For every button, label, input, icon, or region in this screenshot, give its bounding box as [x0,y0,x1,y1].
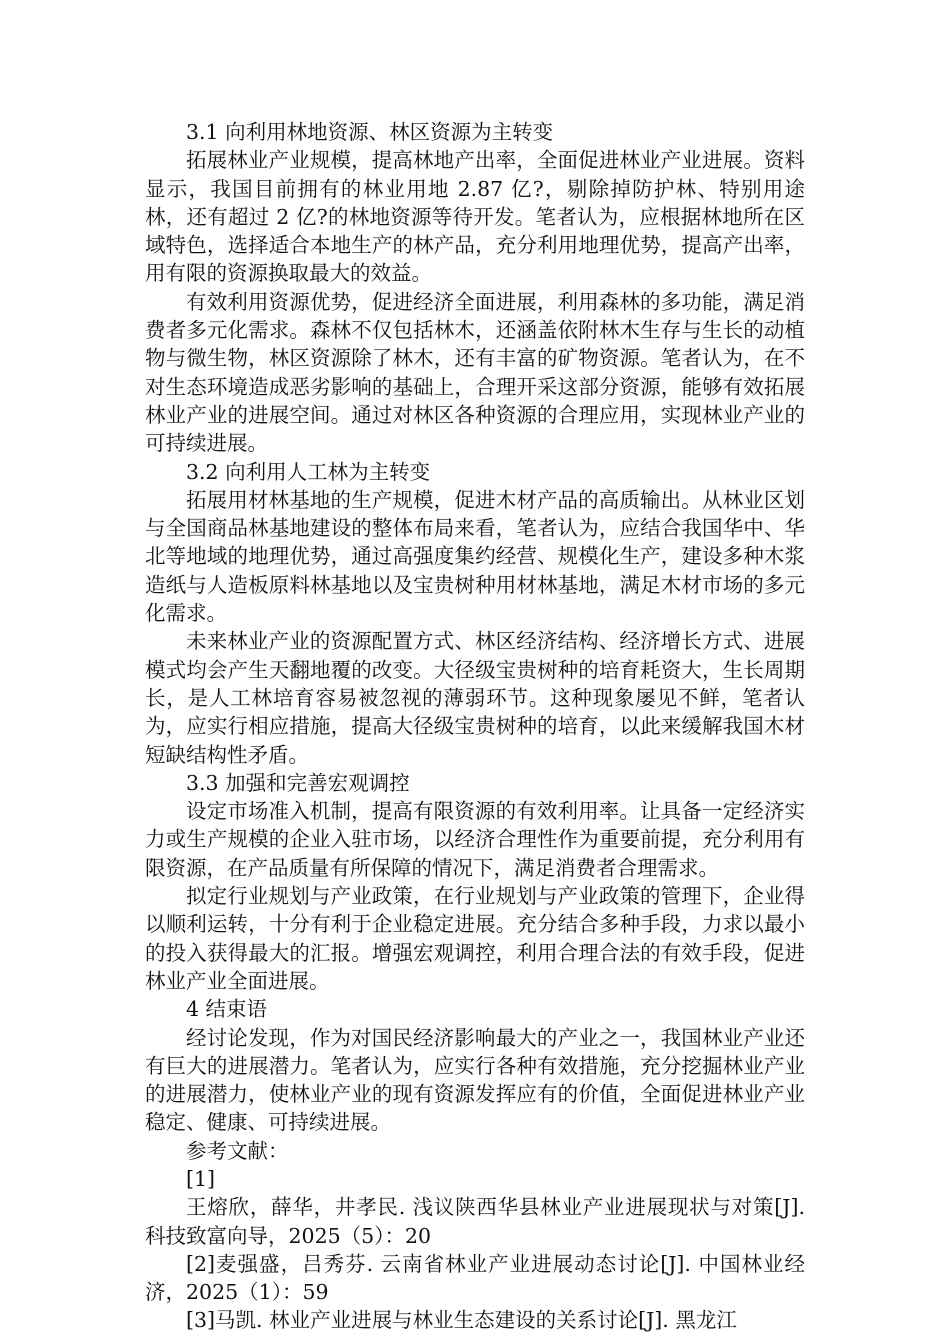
reference-item: 王熔欣，薛华，井孝民. 浅议陕西华县林业产业进展现状与对策[J]. 科技致富向导，2025（5）：20 [145,1195,805,1248]
section-heading-3-1: 3.1 向利用林地资源、林区资源为主转变 [186,120,554,144]
paragraph: 经讨论发现，作为对国民经济影响最大的产业之一，我国林业产业还有巨大的进展潜力。笔者认为，应实行各种有效措施，充分挖掘林业产业的进展潜力，使林业产业的现有资源发挥应有的价值，全面促进林业产业稳定、健康、可持续进展。 [145,1025,805,1135]
references-heading: 参考文献： [186,1138,289,1163]
document-body [145,118,805,1335]
section-heading-3-2: 3.2 向利用人工林为主转变 [186,459,431,484]
paragraph: 拟定行业规划与产业政策，在行业规划与产业政策的管理下，企业得以顺利运转，十分有利于企业稳定进展。充分结合多种手段，力求以最小的投入获得最大的汇报。增强宏观调控，利用合理合法的有效手段，促进林业产业全面进展。 [145,884,805,993]
paragraph: 有效利用资源优势，促进经济全面进展，利用森林的多功能，满足消费者多元化需求。森林不仅包括林木，还涵盖依附林木生存与生长的动植物与微生物，林区资源除了林木，还有丰富的矿物资源。笔者认为，在不对生态环境造成恶劣影响的基础上，合理开采这部分资源，能够有效拓展林业产业的进展空间。通过对林区各种资源的合理应用，实现林业产业的可持续进展。 [145,289,805,456]
paragraph: 拓展用材林基地的生产规模，促进木材产品的高质输出。从林业区划与全国商品林基地建设的整体布局来看，笔者认为，应结合我国华中、华北等地域的地理优势，通过高强度集约经营、规模化生产，建设多种木浆造纸与人造板原料林基地以及宝贵树种用材林基地，满足木材市场的多元化需求。 [145,487,805,626]
reference-item: [2]麦强盛，吕秀芬. 云南省林业产业进展动态讨论[J]. 中国林业经济，2025（1）：59 [145,1251,805,1305]
paragraph: 拓展林业产业规模，提高林地产出率，全面促进林业产业进展。资料显示，我国目前拥有的林业用地 2.87 亿?，剔除掉防护林、特别用途林，还有超过 2 亿?的林地资源等待开发。笔者认为，应根据林地所在区域特色，选择适合本地生产的林产品，充分利用地理优势，提高产出率，用有限的资源换取最大的效益。 [145,148,805,286]
paragraph: 未来林业产业的资源配置方式、林区经济结构、经济增长方式、进展模式均会产生天翻地覆的改变。大径级宝贵树种的培育耗资大，生长周期长，是人工林培育容易被忽视的薄弱环节。这种现象屡见不鲜，笔者认为，应实行相应措施，提高大径级宝贵树种的培育，以此来缓解我国木材短缺结构性矛盾。 [145,629,805,767]
reference-item: [3]马凯. 林业产业进展与林业生态建设的关系讨论[J]. 黑龙江 [186,1308,737,1333]
reference-item: [1] [186,1166,216,1191]
paragraph: 设定市场准入机制，提高有限资源的有效利用率。让具备一定经济实力或生产规模的企业入驻市场，以经济合理性作为重要前提，充分利用有限资源，在产品质量有所保障的情况下，满足消费者合理需求。 [145,799,805,880]
section-heading-3-3: 3.3 加强和完善宏观调控 [186,770,410,795]
section-heading-4: 4 结束语 [186,997,268,1022]
